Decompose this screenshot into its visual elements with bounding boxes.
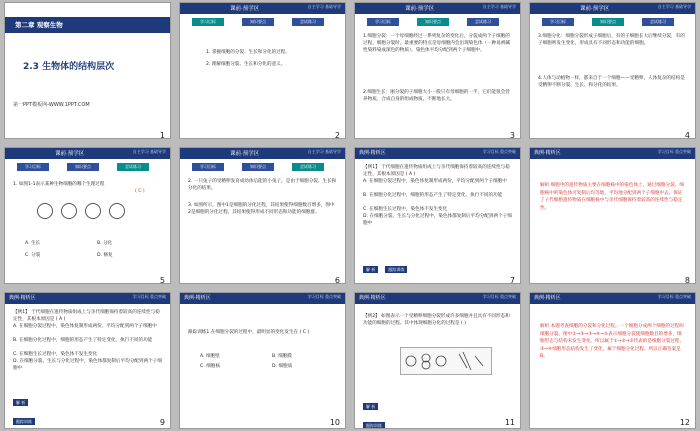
tab-practice[interactable]: 尝试练习 — [117, 163, 149, 171]
slide-header: 典例·精析区 学习目标 重点突破 — [355, 148, 520, 159]
slide-header: 典例·精析区 学习目标 重点突破 — [5, 293, 170, 304]
slide-thumbnail-9[interactable] — [5, 293, 170, 428]
tab-learning-goals[interactable]: 学习目标 — [542, 18, 574, 26]
tab-practice[interactable]: 尝试练习 — [642, 18, 674, 26]
follow-up-button[interactable]: 跟踪训练 — [13, 418, 35, 425]
tab-key-points[interactable]: 知识要点 — [67, 163, 99, 171]
cell-division-figure — [400, 347, 492, 375]
option-b: B. 在细胞分化过程中，细胞的形态产生了特定变化，执行不同的功能 — [13, 338, 153, 343]
slide-header: 课前·预学区 自主学习 基础导学 — [180, 3, 345, 14]
option-c: C. 分裂 — [25, 253, 41, 258]
slide-number: 10 — [329, 418, 340, 427]
key-point-text-3: 3.细胞分化：细胞分裂形成子细胞后，有的子细胞长大后继续分裂，有的子细胞则发生变化，形成具有不同形态和功能的细胞。 — [538, 34, 685, 46]
option-a: A. 细胞壁 — [200, 354, 220, 359]
chapter-title: 第二章 观察生物 — [15, 21, 63, 29]
slide-number: 6 — [334, 276, 340, 285]
slide-number: 7 — [509, 276, 515, 285]
tab-key-points[interactable]: 知识要点 — [242, 163, 274, 171]
analysis-text: 解析 细胞中的遗传物质主要在细胞核中的染色体上，通过细胞分裂，细胞核中的染色体可复制后均等地，平均地分配到两个子细胞中去，保证了子代细胞遗传物质在细胞核中与亲代细胞保持着较高的连续性与稳定性。 — [540, 183, 684, 211]
option-d: D. 修复 — [97, 253, 113, 258]
slide-number: 9 — [159, 418, 165, 427]
analysis-button[interactable]: 解 析 — [363, 266, 378, 273]
slide-number: 12 — [679, 418, 690, 427]
cell-division-icon — [401, 348, 491, 374]
option-a: A. 在细胞分裂过程中，染色体复制形成两份，平均分配到两个子细胞中 — [13, 324, 157, 329]
option-c: C. 在细胞生长过程中，染色体不发生变化 — [363, 207, 448, 212]
practice-text-1: 2. 一只兔子的受精卵发育成幼体后能的小兔子，是由于细胞分裂、生长和分化的结果。 — [188, 179, 337, 191]
slide-thumbnail-7[interactable] — [355, 148, 520, 283]
tab-practice[interactable]: 尝试练习 — [292, 163, 324, 171]
slide-number: 5 — [159, 276, 165, 285]
slide-header: 课前·预学区 自主学习 基础导学 — [530, 3, 695, 14]
slide-header: 课前·预学区 自主学习 基础导学 — [355, 3, 520, 14]
slide-thumbnail-2[interactable] — [180, 3, 345, 138]
analysis-button[interactable]: 解 析 — [363, 403, 378, 410]
slide-header: 典例·精析区 学习目标 重点突破 — [180, 293, 345, 304]
slide-thumbnail-8[interactable] — [530, 148, 695, 283]
slide-thumbnail-5[interactable] — [5, 148, 170, 283]
option-b: B. 细胞膜 — [272, 354, 292, 359]
option-d: D. 在细胞分裂、生长与分化过程中，染色体都复制后平均分配到两个子细胞中 — [13, 359, 162, 371]
practice-text-2: 3. 如图所示，图中1是细胞的分化过程，其结果使得细胞数目增多，图中2是细胞的分化过程，其结果使得形成不同形态和功能的细胞群。 — [188, 203, 335, 215]
option-b: B. 在细胞分化过程中，细胞的形态产生了特定变化，执行不同的功能 — [363, 193, 503, 198]
example-question: 【例2】 如图表示一个受精卵细胞分裂形成许多细胞并且具有不同形态和功能的细胞的过程。其中体现细胞分化的过程是 ( ) — [363, 314, 510, 326]
slide-header: 课前·预学区 自主学习 基础导学 — [5, 148, 170, 159]
tab-bar — [5, 163, 170, 172]
tab-bar — [180, 163, 345, 172]
slide-number: 4 — [684, 131, 690, 140]
cell-icon — [85, 203, 101, 219]
follow-up-button[interactable]: 跟踪训练 — [385, 266, 407, 273]
button-row — [363, 393, 387, 428]
cell-icon — [37, 203, 53, 219]
option-c: C. 在细胞生长过程中，染色体不发生变化 — [13, 352, 98, 357]
cell-icon — [109, 203, 125, 219]
key-point-text-2: 2.细胞生长：刚分裂的子细胞大小一般只有母细胞的一半，它们能很会营养物质，合成自身的组成物质，不断地长大。 — [363, 90, 510, 102]
analysis-button[interactable]: 解 析 — [13, 399, 28, 406]
slide-thumbnail-4[interactable] — [530, 3, 695, 138]
tab-learning-goals[interactable]: 学习目标 — [17, 163, 49, 171]
slide-number: 8 — [684, 276, 690, 285]
example-question: 【例1】 于代细胞在遗传物质组成上与亲代细胞保持着较高的连续性与稳定性，其根本原因是 ( A ) — [13, 310, 160, 322]
key-point-text-4: 4.人体与动植物一样，都来自于一个细胞——受精卵。人体复杂的结构是受精卵不断分裂、生长、和分化的结果。 — [538, 76, 685, 88]
option-d: D. 细胞质 — [272, 364, 293, 369]
slide-number: 3 — [509, 131, 515, 140]
tab-bar — [530, 18, 695, 27]
follow-up-question: 跟踪训练1 在细胞分裂的过程中，最明显的变化发生在 ( C ) — [188, 330, 310, 335]
option-a: A. 生长 — [25, 241, 41, 246]
button-row — [13, 389, 37, 427]
slide-header: 课前·预学区 自主学习 基础导学 — [180, 148, 345, 159]
slide-thumbnail-1[interactable] — [5, 3, 170, 138]
slide-thumbnail-3[interactable] — [355, 3, 520, 138]
example-question: 【例1】 于代细胞在遗传物质组成上与亲代细胞保持着较高的连续性与稳定性，其根本原因是 ( A ) — [363, 165, 510, 177]
tab-bar — [180, 18, 345, 27]
tab-key-points[interactable]: 知识要点 — [417, 18, 449, 26]
cell-icon — [61, 203, 77, 219]
tab-learning-goals[interactable]: 学习目标 — [367, 18, 399, 26]
tab-learning-goals[interactable]: 学习目标 — [192, 18, 224, 26]
slide-grid — [5, 3, 695, 428]
goal-item-1: 1. 掌握细胞的分裂、生长和分化的过程。 — [206, 50, 290, 55]
cell-diagram — [33, 200, 129, 221]
slide-header: 典例·精析区 学习目标 重点突破 — [355, 293, 520, 304]
analysis-text: 解析 本题考查细胞的分裂和分化过程。一个细胞分成两个细胞的过程叫细胞分裂。图中①→②→③→④→⑤表示细胞分裂使细胞数目的增多，细胞形态与结构未发生变化，所以属于①→②→③代表的是细胞分裂过程，③→④细胞形态结构发生了变化，属于细胞分化过程。所以正确答案是B。 — [540, 324, 685, 359]
option-c: C. 细胞核 — [200, 364, 220, 369]
option-d: D. 在细胞分裂、生长与分化过程中，染色体都复制后平均分配到两个子细胞中 — [363, 214, 512, 226]
slide-header: 典例·精析区 学习目标 重点突破 — [530, 293, 695, 304]
question-text: 1. 如图1-1表示某种生物细胞的哪个生理过程 — [13, 182, 105, 187]
key-point-text-1: 1.细胞分裂：一个母细胞经过一系列复杂的变化后，分裂成两个子细胞的过程，细胞分裂时，最重要的特点是母细胞内会出现染色体（一种易被碱性染料染成深色的物质）。染色体平均分配到两个子细胞中。 — [363, 34, 511, 53]
tab-learning-goals[interactable]: 学习目标 — [192, 163, 224, 171]
slide-number: 2 — [334, 131, 340, 140]
slide-number: 11 — [504, 418, 515, 427]
tab-bar — [355, 18, 520, 27]
option-b: B. 分化 — [97, 241, 113, 246]
brand-text: 第一PPT模板网-WWW.1PPT.COM — [13, 102, 90, 108]
slide-thumbnail-10[interactable] — [180, 293, 345, 428]
slide-thumbnail-12[interactable] — [530, 293, 695, 428]
option-a: A. 在细胞分裂过程中，染色体复制形成两份，平均分配到两个子细胞中 — [363, 179, 507, 184]
tab-practice[interactable]: 尝试练习 — [467, 18, 499, 26]
follow-up-button[interactable]: 跟踪训练 — [363, 422, 385, 428]
button-row — [363, 256, 409, 275]
slide-header: 典例·精析区 学习目标 重点突破 — [530, 148, 695, 159]
tab-key-points[interactable]: 知识要点 — [242, 18, 274, 26]
tab-practice[interactable]: 尝试练习 — [292, 18, 324, 26]
slide-thumbnail-6[interactable] — [180, 148, 345, 283]
slide-number: 1 — [159, 131, 165, 140]
slide-thumbnail-11[interactable] — [355, 293, 520, 428]
slide-title: 2.3 生物体的结构层次 — [23, 62, 115, 72]
goal-item-2: 2. 理解细胞分裂、生长和分化的意义。 — [206, 62, 286, 67]
tab-key-points[interactable]: 知识要点 — [592, 18, 624, 26]
answer-text: ( C ) — [135, 189, 145, 194]
